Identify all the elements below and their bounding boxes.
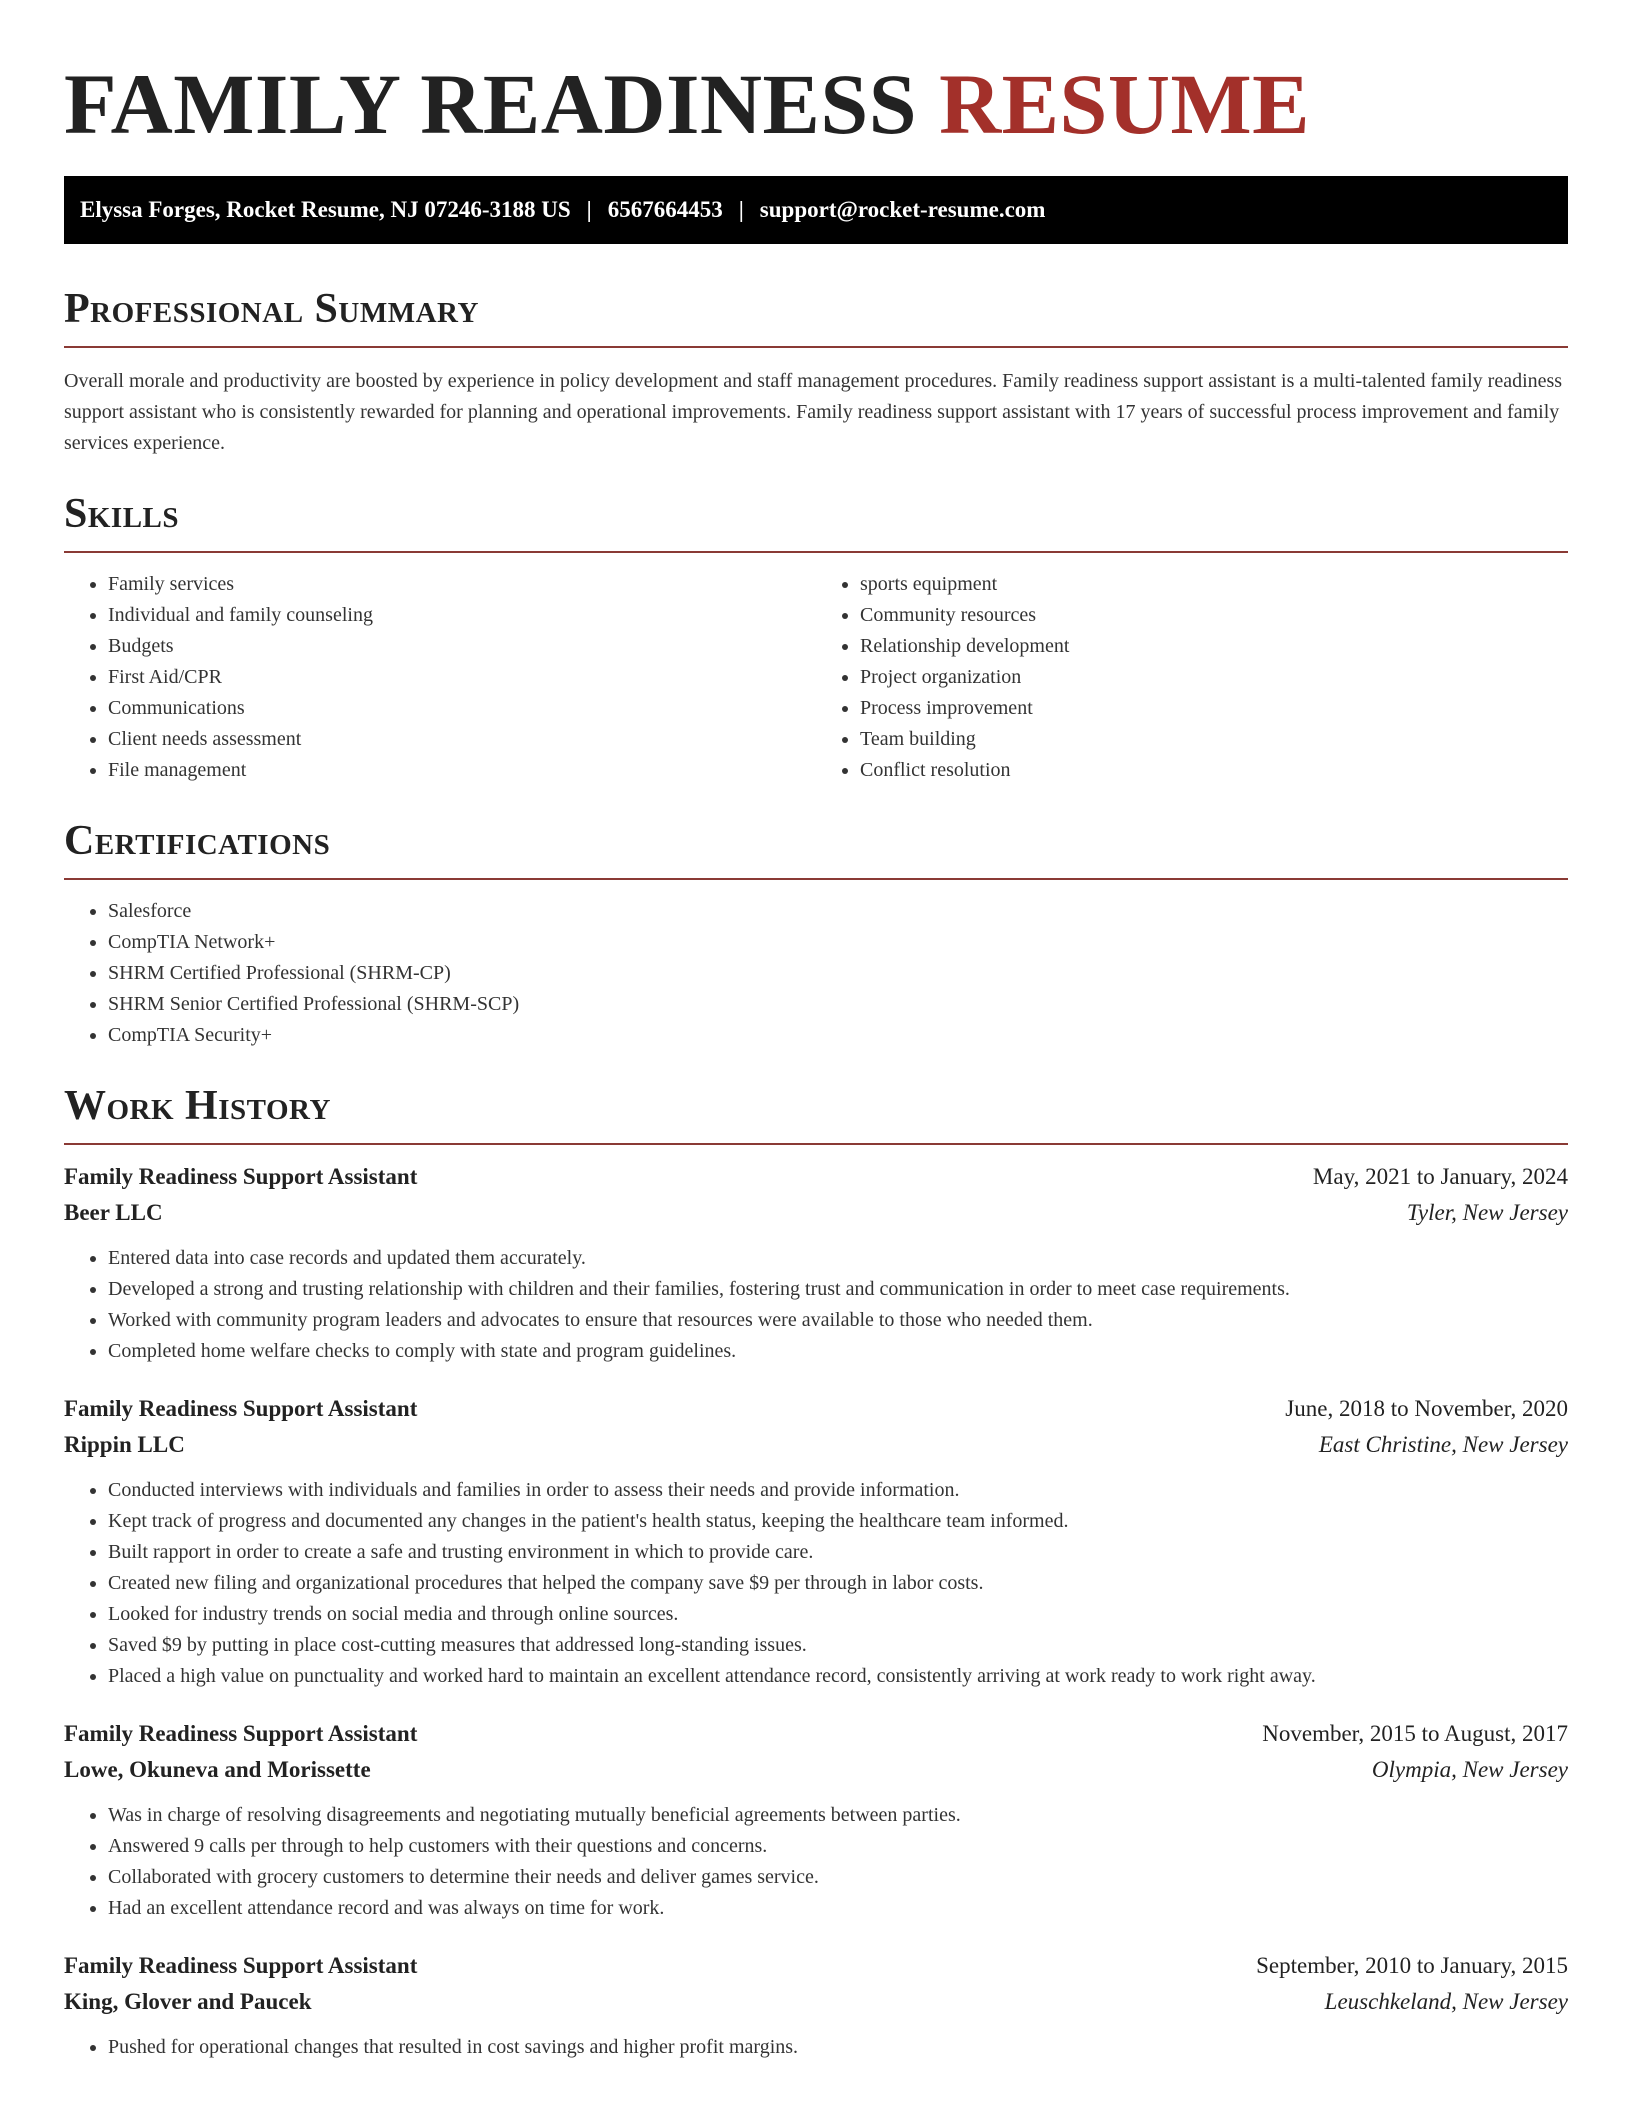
- job-title: Family Readiness Support Assistant: [64, 1953, 418, 1978]
- skill-item: • Conflict resolution: [860, 755, 1568, 786]
- job-bullets: [64, 1475, 1568, 1692]
- certifications-section: [64, 820, 1568, 1051]
- contact-email: support@rocket-resume.com: [759, 197, 1046, 222]
- job-bullet: • Was in charge of resolving disagreements and negotiating mutually beneficial agreements between parties.: [108, 1800, 1568, 1831]
- skill-item: • Team building: [860, 724, 1568, 755]
- title-accent: RESUME: [939, 56, 1310, 152]
- title-main: FAMILY READINESS: [64, 56, 918, 152]
- job-company: Beer LLC: [64, 1200, 163, 1225]
- job-subheader: [64, 1752, 1568, 1788]
- job-header: [64, 1159, 1568, 1195]
- job-entry: [64, 1159, 1568, 1367]
- skills-columns: [64, 569, 1568, 786]
- job-header: [64, 1716, 1568, 1752]
- job-bullets: [64, 1800, 1568, 1924]
- job-company: Rippin LLC: [64, 1432, 185, 1457]
- skills-heading: Skills: [64, 493, 1568, 553]
- contact-bar: [64, 176, 1568, 244]
- job-location: Leuschkeland, New Jersey: [1324, 1989, 1568, 2014]
- skill-item: • Project organization: [860, 662, 1568, 693]
- job-dates: November, 2015 to August, 2017: [1262, 1721, 1568, 1746]
- job-location: Tyler, New Jersey: [1406, 1200, 1568, 1225]
- job-subheader: [64, 1195, 1568, 1231]
- certifications-heading: Certifications: [64, 820, 1568, 880]
- job-bullets: [64, 1243, 1568, 1367]
- job-bullet: • Had an excellent attendance record and was always on time for work.: [108, 1893, 1568, 1924]
- work-history-heading: Work History: [64, 1085, 1568, 1145]
- job-bullet: • Pushed for operational changes that resulted in cost savings and higher profit margins.: [108, 2032, 1568, 2063]
- job-header: [64, 1948, 1568, 1984]
- job-company: Lowe, Okuneva and Morissette: [64, 1757, 371, 1782]
- job-entry: [64, 1948, 1568, 2063]
- certification-item: • SHRM Senior Certified Professional (SHRM-SCP): [108, 989, 1568, 1020]
- certification-item: • SHRM Certified Professional (SHRM-CP): [108, 958, 1568, 989]
- job-bullet: • Developed a strong and trusting relationship with children and their families, fostering trust and communication in order to meet case requirements.: [108, 1274, 1568, 1305]
- job-location: Olympia, New Jersey: [1371, 1757, 1568, 1782]
- job-dates: June, 2018 to November, 2020: [1285, 1396, 1568, 1421]
- skill-item: • sports equipment: [860, 569, 1568, 600]
- job-title: Family Readiness Support Assistant: [64, 1164, 418, 1189]
- skill-item: • Family services: [108, 569, 816, 600]
- job-bullet: • Looked for industry trends on social media and through online sources.: [108, 1599, 1568, 1630]
- summary-heading: Professional Summary: [64, 288, 1568, 348]
- job-subheader: [64, 1427, 1568, 1463]
- job-bullet: • Collaborated with grocery customers to determine their needs and deliver games service.: [108, 1862, 1568, 1893]
- job-bullet: • Saved $9 by putting in place cost-cutting measures that addressed long-standing issues.: [108, 1630, 1568, 1661]
- job-entry: [64, 1716, 1568, 1924]
- job-bullet: • Entered data into case records and updated them accurately.: [108, 1243, 1568, 1274]
- job-bullet: • Completed home welfare checks to comply with state and program guidelines.: [108, 1336, 1568, 1367]
- skill-item: • File management: [108, 755, 816, 786]
- contact-separator: |: [586, 197, 592, 222]
- skill-item: • First Aid/CPR: [108, 662, 816, 693]
- job-title: Family Readiness Support Assistant: [64, 1396, 418, 1421]
- skill-item: • Individual and family counseling: [108, 600, 816, 631]
- skill-item: • Client needs assessment: [108, 724, 816, 755]
- skills-list-left: [64, 569, 816, 786]
- job-dates: September, 2010 to January, 2015: [1256, 1953, 1568, 1978]
- work-history-section: [64, 1085, 1568, 2063]
- job-company: King, Glover and Paucek: [64, 1989, 312, 2014]
- job-bullet: • Worked with community program leaders and advocates to ensure that resources were available to those who needed them.: [108, 1305, 1568, 1336]
- contact-address: Elyssa Forges, Rocket Resume, NJ 07246-3188 US: [80, 197, 571, 222]
- job-bullet: • Built rapport in order to create a safe and trusting environment in which to provide care.: [108, 1537, 1568, 1568]
- certification-item: • CompTIA Security+: [108, 1020, 1568, 1051]
- skill-item: • Relationship development: [860, 631, 1568, 662]
- job-header: [64, 1391, 1568, 1427]
- job-entry: [64, 1391, 1568, 1692]
- skills-list-right: [816, 569, 1568, 786]
- resume-title: [64, 0, 1568, 150]
- certifications-list: [64, 896, 1568, 1051]
- job-title: Family Readiness Support Assistant: [64, 1721, 418, 1746]
- job-bullet: • Created new filing and organizational procedures that helped the company save $9 per through in labor costs.: [108, 1568, 1568, 1599]
- contact-phone: 6567664453: [607, 197, 723, 222]
- skill-item: • Communications: [108, 693, 816, 724]
- skills-section: [64, 493, 1568, 786]
- skill-item: • Budgets: [108, 631, 816, 662]
- job-subheader: [64, 1984, 1568, 2020]
- summary-text: Overall morale and productivity are boosted by experience in policy development and staff management procedures. Family readiness support assistant is a multi-talented family readiness support assistant who is consistently rewarded for planning and operational improvements. Family readiness support assistant with 17 years of successful process improvement and family services experience.: [64, 370, 1563, 454]
- contact-separator: |: [738, 197, 744, 222]
- job-bullet: • Placed a high value on punctuality and worked hard to maintain an excellent attendance record, consistently arriving at work ready to work right away.: [108, 1661, 1568, 1692]
- job-bullet: • Conducted interviews with individuals and families in order to assess their needs and provide information.: [108, 1475, 1568, 1506]
- skill-item: • Community resources: [860, 600, 1568, 631]
- summary-section: [64, 288, 1568, 459]
- certification-item: • CompTIA Network+: [108, 927, 1568, 958]
- job-bullet: • Answered 9 calls per through to help customers with their questions and concerns.: [108, 1831, 1568, 1862]
- job-dates: May, 2021 to January, 2024: [1312, 1164, 1568, 1189]
- job-location: East Christine, New Jersey: [1318, 1432, 1568, 1457]
- job-bullet: • Kept track of progress and documented any changes in the patient's health status, keeping the healthcare team informed.: [108, 1506, 1568, 1537]
- job-bullets: [64, 2032, 1568, 2063]
- skill-item: • Process improvement: [860, 693, 1568, 724]
- certification-item: • Salesforce: [108, 896, 1568, 927]
